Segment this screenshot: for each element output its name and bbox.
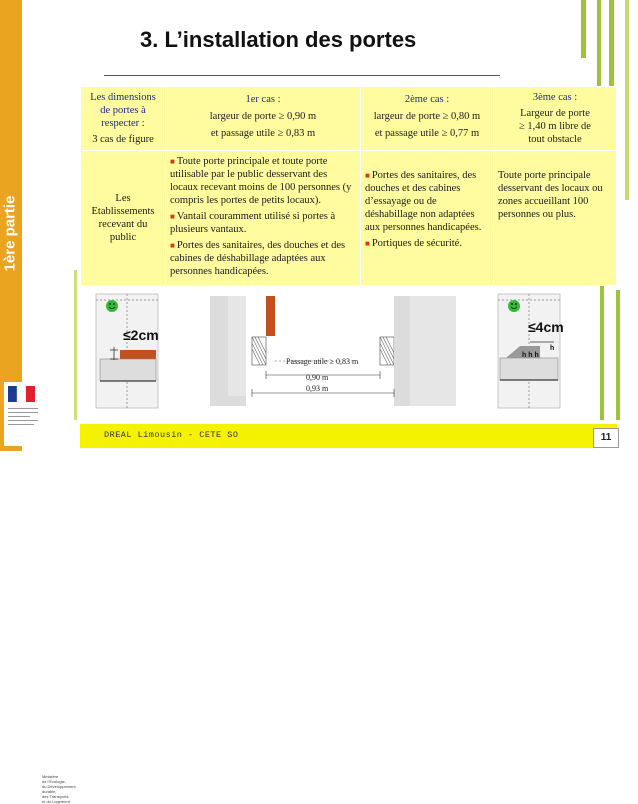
case-3-line: Largeur de porte bbox=[520, 108, 590, 119]
case-3-line: ≥ 1,40 m libre de bbox=[519, 121, 591, 132]
header-text: 3 cas de figure bbox=[92, 134, 154, 145]
case-1-title: 1er cas : bbox=[245, 94, 281, 105]
bullet-icon: ■ bbox=[170, 241, 175, 250]
threshold-left-illustration bbox=[96, 294, 158, 408]
logo-caption-line: Ministère bbox=[42, 774, 59, 779]
logo-caption-line: du Développement bbox=[42, 784, 76, 789]
case-3-text: Toute porte principale desservant des locaux ou zones accueillant 100 personnes ou plus. bbox=[498, 170, 603, 220]
row-label-text: recevant du public bbox=[98, 219, 148, 243]
smiley-icon bbox=[106, 300, 118, 312]
list-item-text: Toute porte principale et toute porte utilisable par le public desservant des locaux recevant moins de 100 personnes (y compris les portes de petits locaux). bbox=[170, 156, 352, 206]
case-1-line: et passage utile ≥ 0,83 m bbox=[210, 128, 316, 139]
threshold-left-label: ≤2cm bbox=[123, 327, 159, 343]
list-item-text: Portes des sanitaires, des douches et des cabines de déshabillage adaptées aux personnes handicapées. bbox=[170, 240, 346, 277]
logo-caption-line: et du Logement bbox=[42, 799, 70, 804]
threshold-right-hs: h h h bbox=[522, 352, 539, 359]
smiley-icon bbox=[508, 300, 520, 312]
threshold-right-label: ≤4cm bbox=[528, 319, 564, 335]
threshold-right-h: h bbox=[550, 345, 555, 352]
dim-093-label: 0,93 m bbox=[306, 384, 329, 393]
case-3-title: 3ème cas : bbox=[532, 92, 578, 103]
row-label-text: Etablissements bbox=[91, 206, 155, 217]
list-item-text: Vantail couramment utilisé si portes à plusieurs vantaux. bbox=[170, 211, 336, 235]
case-3-line: tout obstacle bbox=[528, 134, 582, 145]
page-number: 11 bbox=[593, 428, 619, 448]
logo-caption-line: durable, bbox=[42, 789, 57, 794]
header-text: respecter : bbox=[101, 118, 145, 129]
case-2-title: 2ème cas : bbox=[404, 94, 450, 105]
page-title: 3. L’installation des portes bbox=[140, 27, 417, 52]
bullet-icon: ■ bbox=[170, 157, 175, 166]
list-item-text: Portiques de sécurité. bbox=[371, 238, 462, 249]
row-label-text: Les bbox=[115, 193, 131, 204]
list-item-text: Portes des sanitaires, des douches et des cabines d’essayage ou de déshabillage non adaptées aux personnes handicapées. bbox=[365, 170, 482, 233]
dim-passage-label: Passage utile ≥ 0,83 m bbox=[286, 357, 359, 366]
logo-caption-line: des Transports bbox=[42, 794, 69, 799]
bullet-icon: ■ bbox=[365, 239, 370, 248]
logo-caption-line: de l’Écologie, bbox=[42, 779, 66, 784]
sidebar-label: 1ère partie bbox=[1, 195, 19, 272]
case-1-line: largeur de porte ≥ 0,90 m bbox=[209, 111, 317, 122]
case-2-line: et passage utile ≥ 0,77 m bbox=[374, 128, 480, 139]
case-2-line: largeur de porte ≥ 0,80 m bbox=[373, 111, 481, 122]
door-plan-diagram bbox=[210, 296, 456, 406]
bullet-icon: ■ bbox=[365, 171, 370, 180]
header-text: Les dimensions bbox=[90, 92, 156, 103]
dim-090-label: 0,90 m bbox=[306, 373, 329, 382]
marianne-flag-icon bbox=[4, 382, 70, 446]
logo-caption bbox=[42, 774, 76, 804]
footer-organization: DREAL Limousin - CETE SO bbox=[104, 430, 239, 440]
ministry-logo bbox=[4, 382, 76, 804]
header-text: de portes à bbox=[100, 105, 146, 116]
bullet-icon: ■ bbox=[170, 212, 175, 221]
